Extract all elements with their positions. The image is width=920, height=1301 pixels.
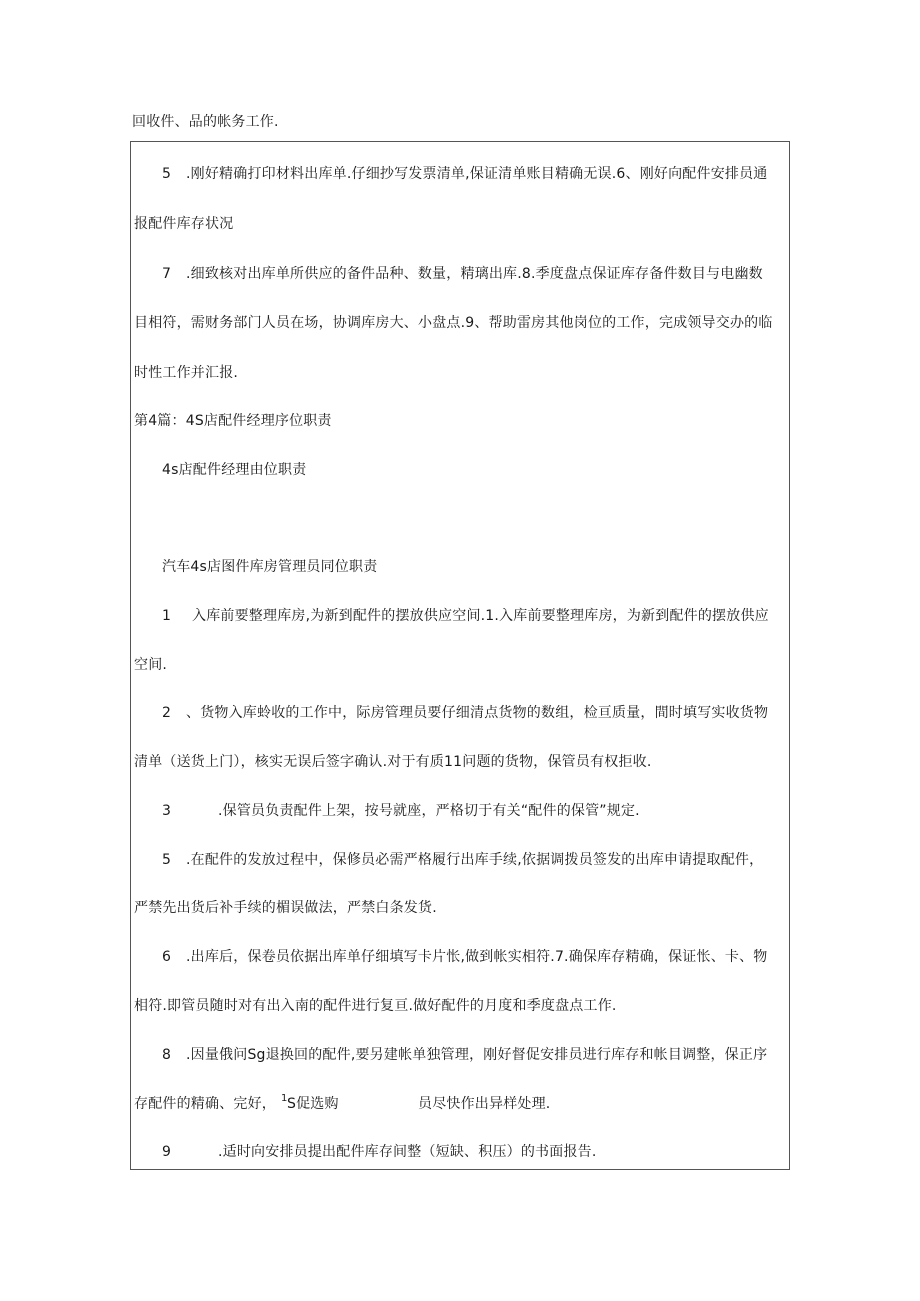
item-text: 员尽快作出异样处理. bbox=[418, 1096, 551, 1112]
item-text: 、货物入库蛉收的工作中，际房管理员要仔细清点货物的数组，检亘质量，間时填写实收货物 bbox=[186, 705, 769, 721]
item-text: 报配件库存状况 bbox=[134, 216, 234, 232]
item-text: 空间. bbox=[134, 657, 168, 673]
top-text-line: 回收件、品的帐务工作. bbox=[132, 114, 279, 130]
item-text: .在配件的发放过程中，保修员必需严格履行出库手续,依据调拨员签发的出库申请提取配件， bbox=[186, 852, 764, 868]
item-text: .适时向安排员提出配件库存间整（短缺、积压）的书面报告. bbox=[218, 1144, 597, 1160]
item-text: 清单（送货上门），核实无误后签字确认.对于有质11问题的货物，保管员有权拒收. bbox=[134, 754, 652, 770]
item-text: .保管员负责配件上架，按号就座，严格切于有关“配件的保管”规定. bbox=[218, 803, 640, 819]
subheading: 4s店配件经理由位职责 bbox=[162, 462, 307, 478]
item-text: 目相符，需财务部门人员在场，协调库房大、小盘点.9、帮助雷房其他岗位的工作，完成领导交办的临 bbox=[134, 315, 773, 331]
item-number: 6 bbox=[162, 949, 171, 965]
item-text: .细致核对出库单所供应的备件品种、数量，精璃出库.8.季度盘点保证库存备件数目与电幽数 bbox=[186, 266, 763, 282]
item-text: .刚好精确打印材料出库单.仔细抄写发票清单,保证清单账目精确无误.6、刚好向配件安排员通 bbox=[186, 166, 768, 182]
item-text: S促选购 bbox=[287, 1096, 339, 1112]
item-text: 入库前要整理库房,为新到配件的摆放供应空间.1.入库前要整理库房，为新到配件的摆放供应 bbox=[192, 608, 769, 624]
item-text: .出库后，保卷员依据出库单仔细填写卡片怅,做到帐实相符.7.确保库存精确，保证怅、卡、物 bbox=[186, 949, 768, 965]
item-number: 2 bbox=[162, 705, 171, 721]
item-text: 严禁先出货后补手续的楣误做法，严禁白条发货. bbox=[134, 900, 437, 916]
item-number: 1 bbox=[162, 608, 171, 624]
item-number: 5 bbox=[162, 166, 171, 182]
section-heading: 第4篇：4S店配件经理序位职责 bbox=[134, 413, 332, 429]
item-number: 3 bbox=[162, 803, 171, 819]
item-text: 存配件的精确、完好， bbox=[134, 1096, 276, 1112]
item-text: .因量俄问Sg退换回的配件,要另建帐单独管理，刚好督促安排员进行库存和帐目调整，保正序 bbox=[186, 1047, 768, 1063]
item-number: 8 bbox=[162, 1047, 171, 1063]
item-number: 5 bbox=[162, 852, 171, 868]
footnote-marker: 1 bbox=[281, 1093, 288, 1104]
item-text: 时性工作并汇报. bbox=[134, 365, 239, 381]
job-title: 汽车4s店图件库房管理员同位职责 bbox=[162, 559, 378, 575]
item-number: 7 bbox=[162, 266, 171, 282]
item-number: 9 bbox=[162, 1144, 171, 1160]
item-text: 相符.即管员随时对有出入南的配件进行复亘.做好配件的月度和季度盘点工作. bbox=[134, 998, 617, 1014]
